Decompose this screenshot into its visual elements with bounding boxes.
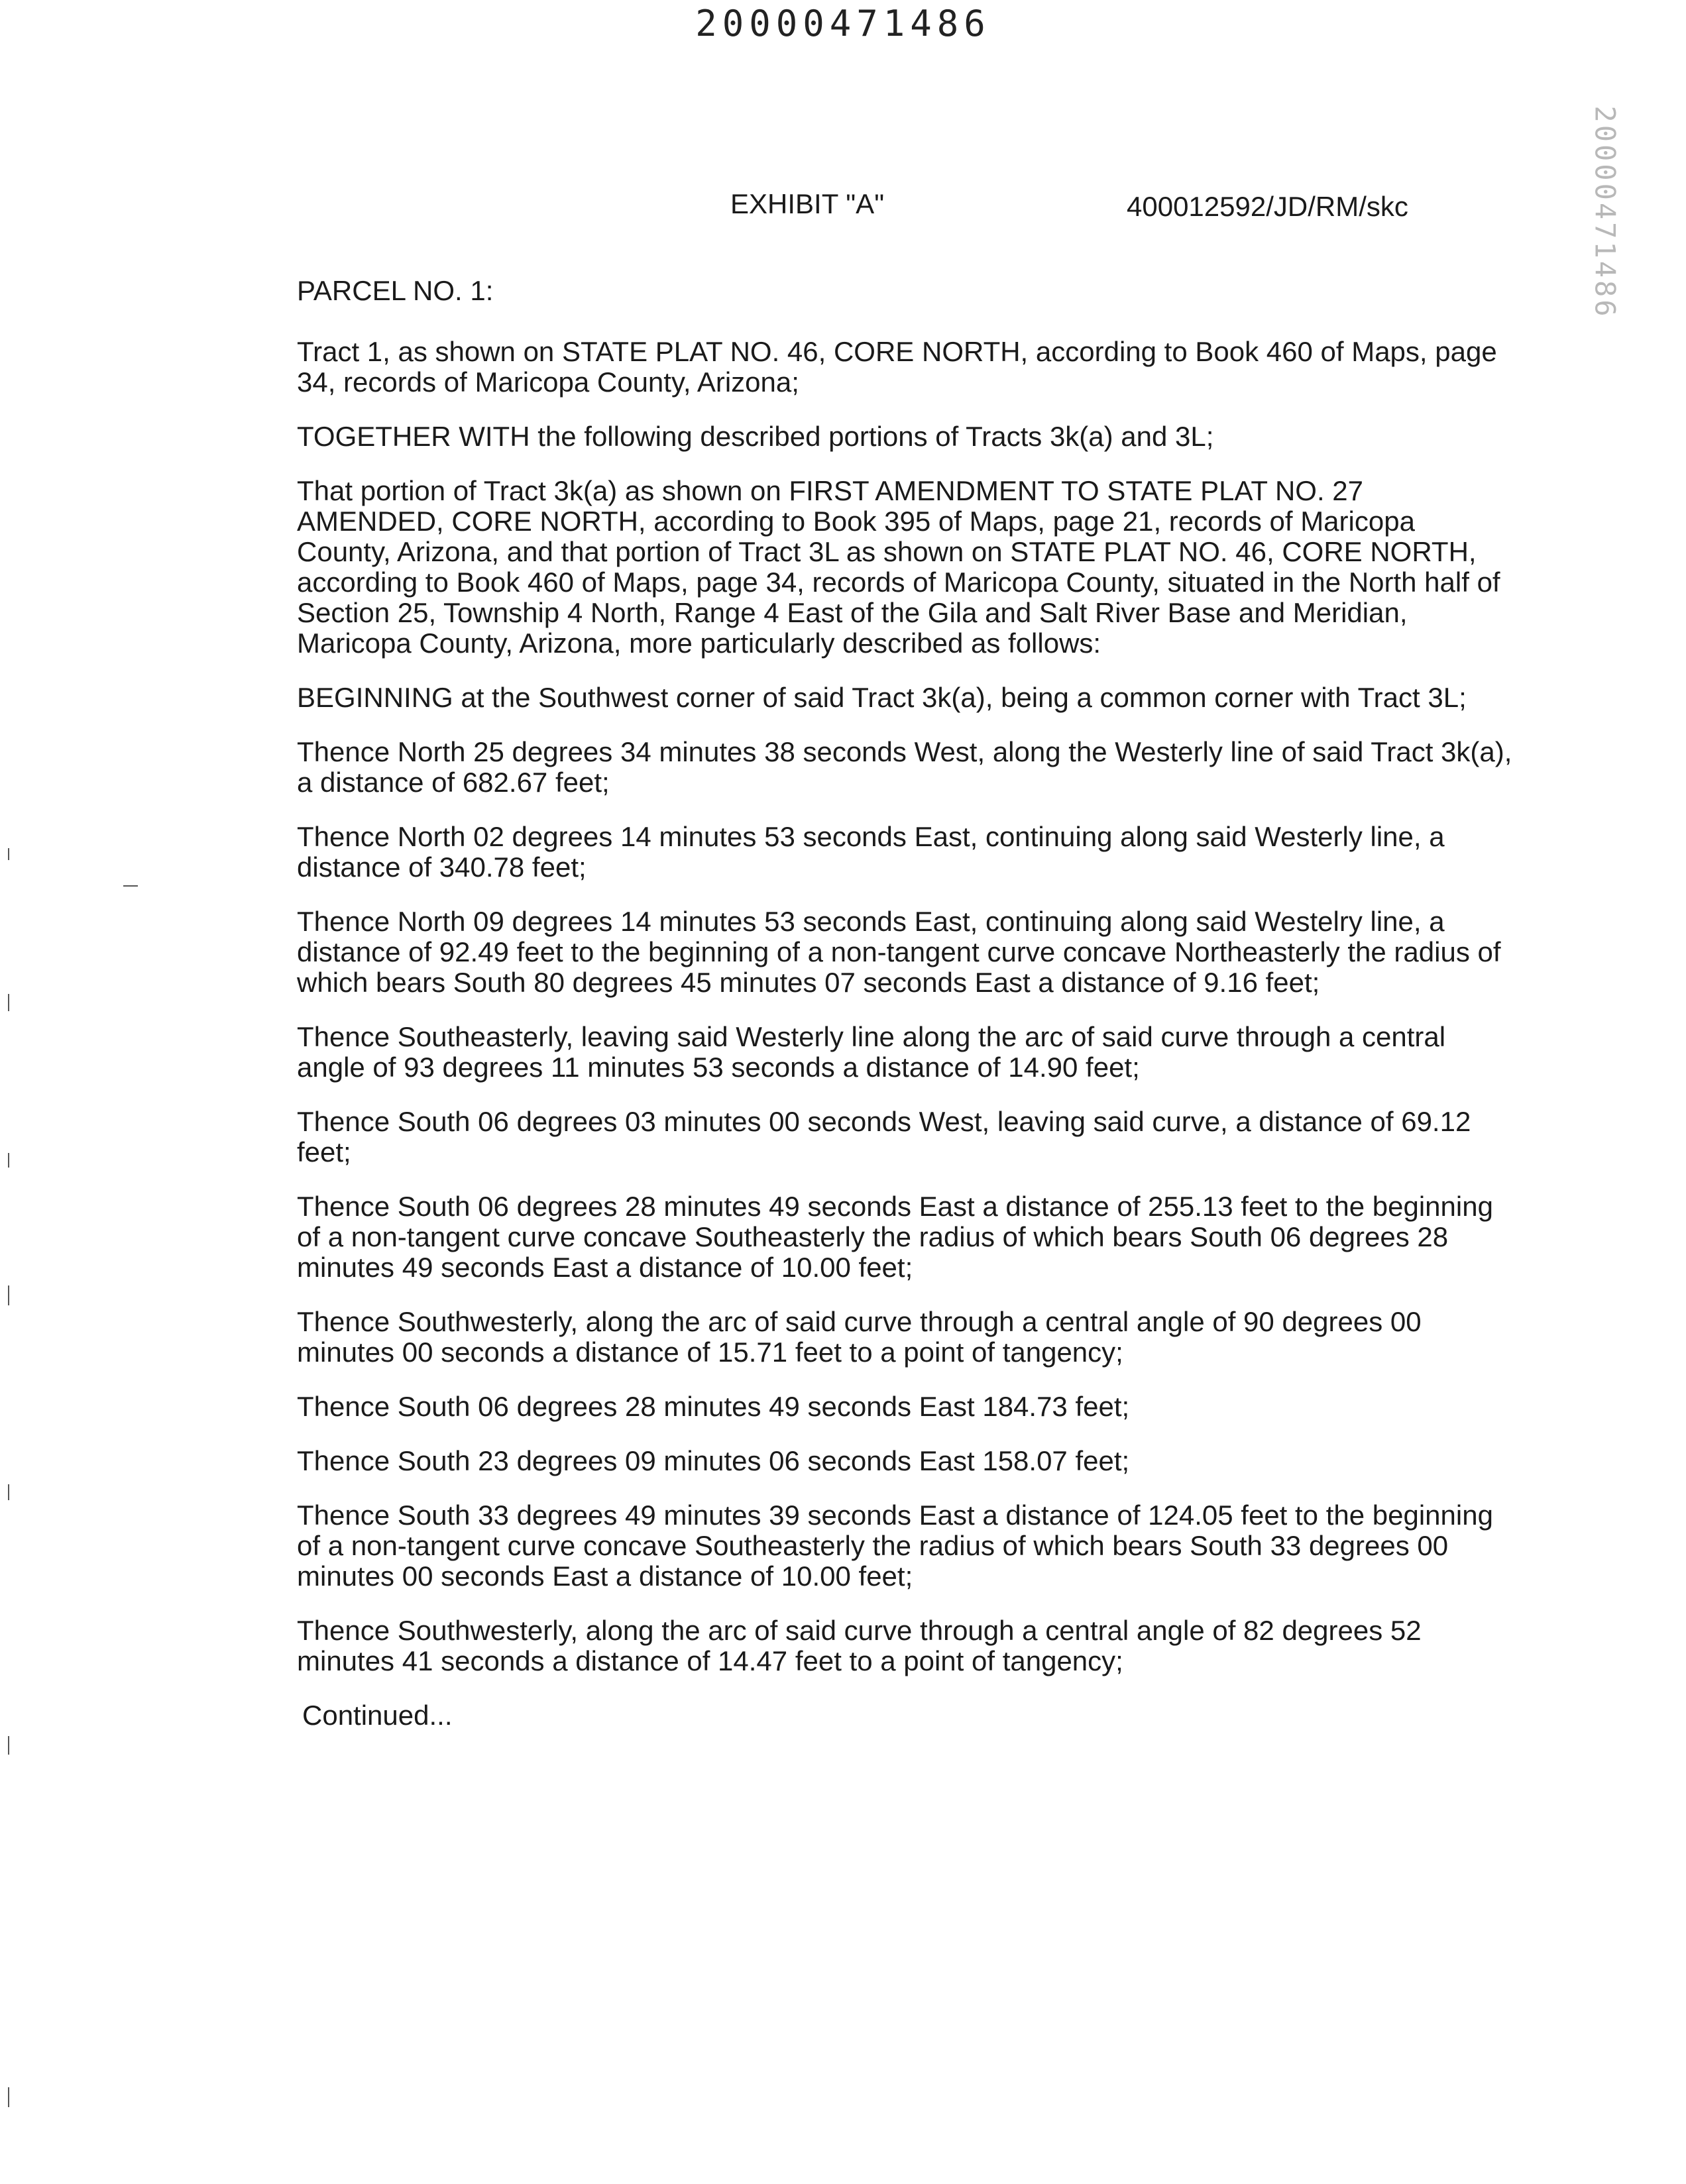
paragraph: Thence Southeasterly, leaving said Westerly line along the arc of said curve through a central angle of 93 degrees 11 minutes 53 seconds a distance of 14.90 feet; [297,1021,1446,1083]
paragraph: Thence North 09 degrees 14 minutes 53 seconds East, continuing along said Westelry line, a distance of 92.49 feet to the beginning of a non-tangent curve concave Northeasterly the radius of which bears South 80 degrees 45 minutes 07 seconds East a distance of 9.16 feet; [297,906,1501,998]
file-reference: 400012592/JD/RM/skc [1127,191,1408,222]
scan-speck [8,848,9,860]
paragraph: Thence South 06 degrees 28 minutes 49 seconds East a distance of 255.13 feet to the beginning of a non-tangent curve concave Southeasterly the radius of which bears South 06 degrees 28 minutes 49 seconds East a distance of 10.00 feet; [297,1191,1493,1283]
paragraph: Tract 1, as shown on STATE PLAT NO. 46, CORE NORTH, according to Book 460 of Maps, page 34, records of Maricopa County, Arizona; [297,336,1497,398]
document-number: 20000471486 [695,3,991,44]
scan-speck [123,885,138,887]
paragraph: TOGETHER WITH the following described portions of Tracts 3k(a) and 3L; [297,421,1214,452]
paragraph: Thence Southwesterly, along the arc of said curve through a central angle of 90 degrees 00 minutes 00 seconds a distance of 15.71 feet to a point of tangency; [297,1306,1422,1368]
paragraph: Thence South 06 degrees 28 minutes 49 seconds East 184.73 feet; [297,1391,1130,1422]
scan-speck [8,1153,9,1168]
paragraph: Thence Southwesterly, along the arc of said curve through a central angle of 82 degrees 52 minutes 41 seconds a distance of 14.47 feet to a point of tangency; [297,1615,1422,1676]
paragraph: Thence North 25 degrees 34 minutes 38 seconds West, along the Westerly line of said Tract 3k(a), a distance of 682.67 feet; [297,736,1512,798]
paragraph: Thence South 33 degrees 49 minutes 39 seconds East a distance of 124.05 feet to the beginning of a non-tangent curve concave Southeasterly the radius of which bears South 33 degrees 00 minutes 00 seconds East a distance of 10.00 feet; [297,1500,1493,1592]
scan-speck [8,1484,9,1500]
paragraph: Thence North 02 degrees 14 minutes 53 seconds East, continuing along said Westerly line, a distance of 340.78 feet; [297,821,1445,883]
side-stamp-text: 20000471486 [1589,105,1622,319]
continued-note: Continued... [302,1700,453,1731]
paragraph: Thence South 23 degrees 09 minutes 06 seconds East 158.07 feet; [297,1445,1130,1476]
exhibit-title: EXHIBIT "A" [730,188,885,219]
scan-speck [8,1736,9,1755]
side-stamp [1572,99,1638,325]
paragraph: That portion of Tract 3k(a) as shown on FIRST AMENDMENT TO STATE PLAT NO. 27 AMENDED, CORE NORTH, according to Book 395 of Maps, page 21, records of Maricopa County, Arizona, and that portion of Tract 3L as shown on STATE PLAT NO. 46, CORE NORTH, according to Book 460 of Maps, page 34, records of Maricopa County, situated in the North half of Section 25, Township 4 North, Range 4 East of the Gila and Salt River Base and Meridian, Maricopa County, Arizona, more particularly described as follows: [297,475,1500,659]
legal-description [297,276,1516,1755]
scan-speck [8,2087,9,2107]
scan-speck [8,994,9,1011]
paragraph: Thence South 06 degrees 03 minutes 00 seconds West, leaving said curve, a distance of 69.12 feet; [297,1106,1471,1168]
scan-speck [8,1285,9,1305]
paragraph: BEGINNING at the Southwest corner of said Tract 3k(a), being a common corner with Tract 3L; [297,682,1467,713]
parcel-heading: PARCEL NO. 1: [297,275,494,306]
